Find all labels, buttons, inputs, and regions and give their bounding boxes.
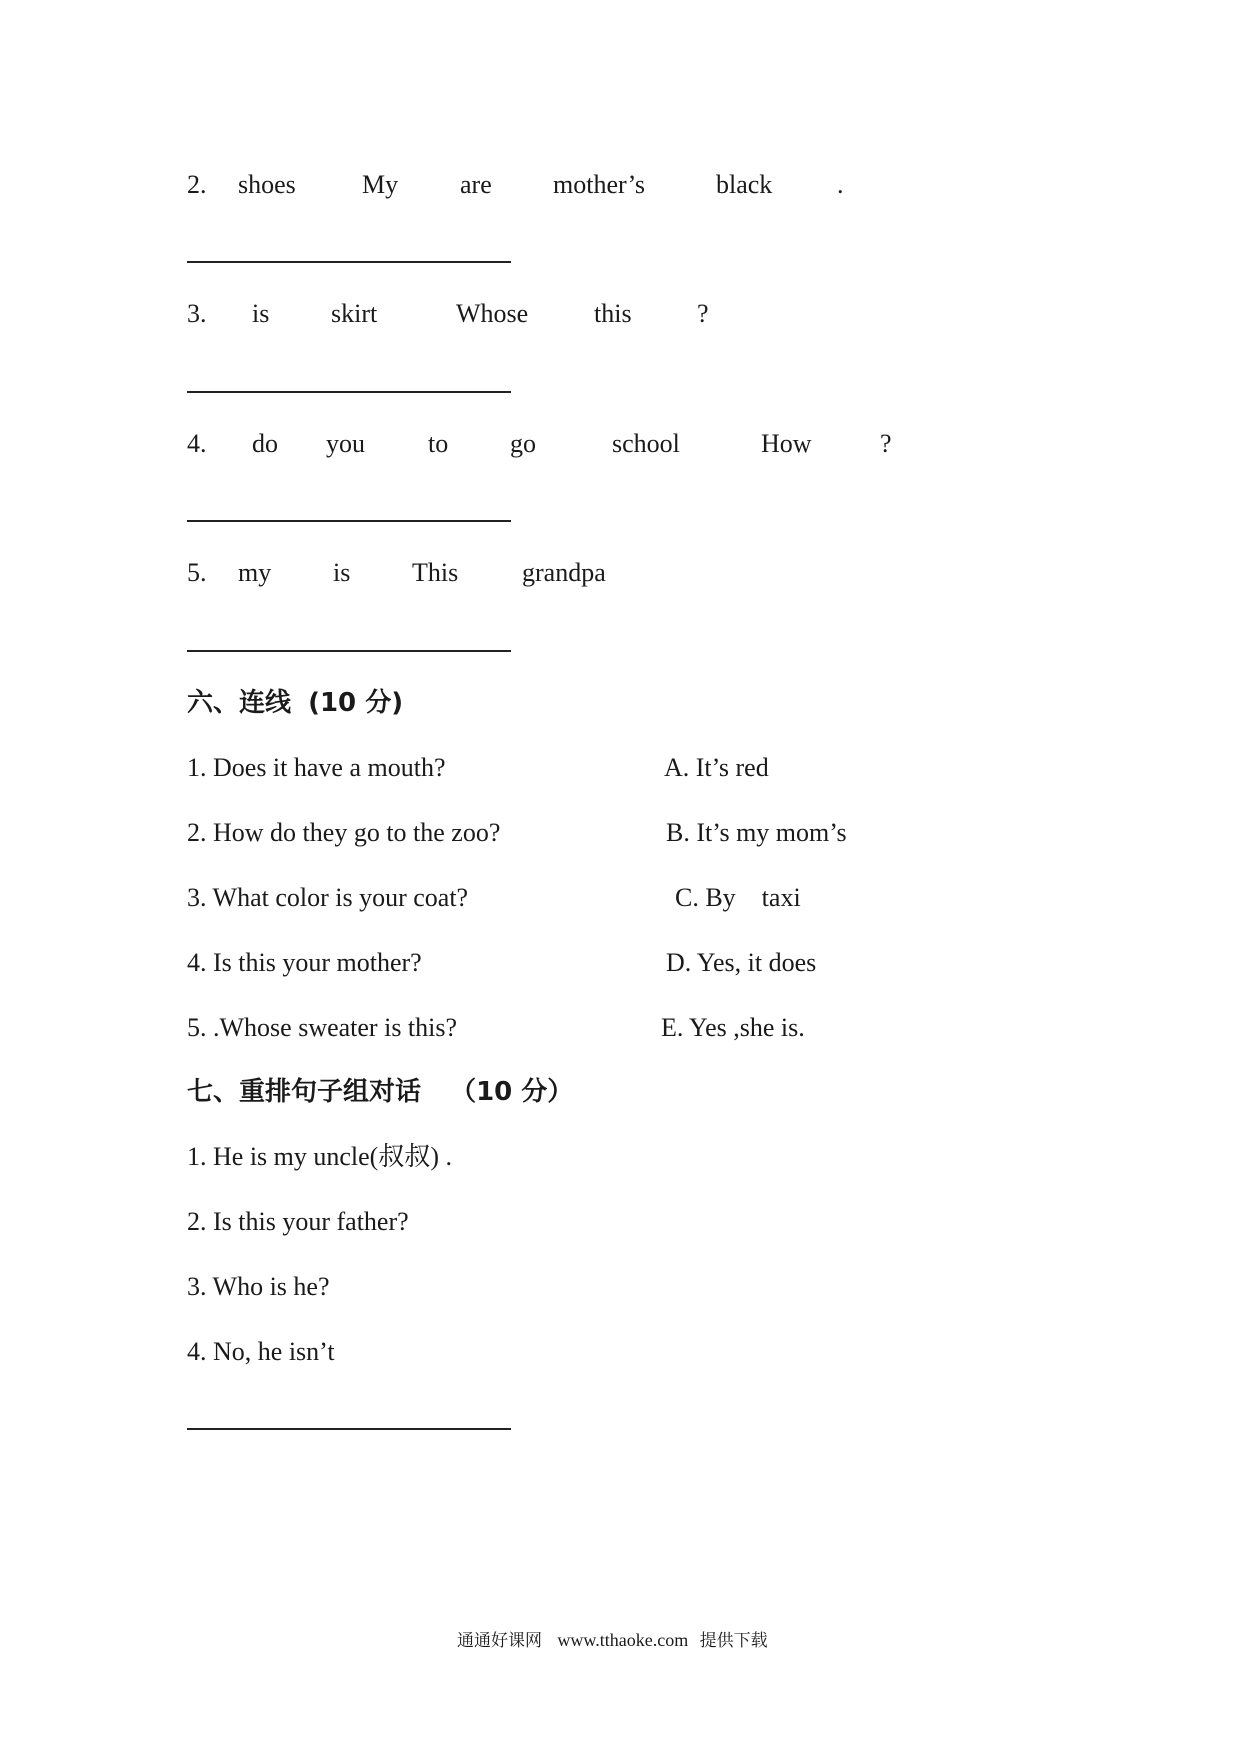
word: is <box>333 558 351 587</box>
footer-site-name: 通通好课网 <box>457 1631 542 1651</box>
word: skirt <box>331 299 378 328</box>
section-title: 七、重排句子组对话 <box>187 1077 422 1107</box>
matching-question: 4. Is this your mother? <box>187 948 422 977</box>
word: How <box>761 429 812 458</box>
word: do <box>252 429 278 458</box>
matching-answer: B. It’s my mom’s <box>666 818 847 847</box>
word: my <box>238 558 272 587</box>
answer-line <box>187 650 511 652</box>
word: school <box>612 429 680 458</box>
word: grandpa <box>522 558 606 587</box>
item-number: 3. <box>187 299 207 328</box>
section-title: 六、连线 <box>187 688 292 718</box>
section-6-heading <box>187 688 403 718</box>
matching-answer: A. It’s red <box>664 753 769 782</box>
word: This <box>412 558 459 587</box>
word: black <box>716 170 773 199</box>
word: ? <box>880 429 892 458</box>
item-number: 5. <box>187 558 207 587</box>
matching-answer: D. Yes, it does <box>666 948 817 977</box>
word: to <box>428 429 449 458</box>
word: are <box>460 170 492 199</box>
word: this <box>594 299 632 328</box>
section-7-heading <box>187 1077 573 1107</box>
word: Whose <box>456 299 529 328</box>
word: shoes <box>238 170 296 199</box>
word: go <box>510 429 536 458</box>
answer-line <box>187 1428 511 1430</box>
answer-line <box>187 520 511 522</box>
item-number: 4. <box>187 429 207 458</box>
footer-suffix: 提供下载 <box>699 1631 768 1651</box>
word: you <box>326 429 365 458</box>
matching-question: 3. What color is your coat? <box>187 883 469 912</box>
dialogue-sentence: 1. He is my uncle(叔叔) . <box>187 1142 453 1171</box>
word: My <box>362 170 399 199</box>
matching-answer: E. Yes ,she is. <box>661 1013 805 1042</box>
section-score: （10 分） <box>450 1077 574 1107</box>
word: is <box>252 299 270 328</box>
word: . <box>837 170 844 199</box>
matching-answer: C. By taxi <box>675 883 801 912</box>
matching-question: 5. .Whose sweater is this? <box>187 1013 458 1042</box>
dialogue-sentence: 4. No, he isn’t <box>187 1337 335 1366</box>
word: ? <box>697 299 709 328</box>
word: mother’s <box>553 170 645 199</box>
matching-question: 1. Does it have a mouth? <box>187 753 446 782</box>
answer-line <box>187 391 511 393</box>
answer-line <box>187 261 511 263</box>
dialogue-sentence: 3. Who is he? <box>187 1272 330 1301</box>
matching-question: 2. How do they go to the zoo? <box>187 818 501 847</box>
item-number: 2. <box>187 170 207 199</box>
page-footer <box>457 1630 768 1651</box>
footer-url: www.tthaoke.com <box>557 1630 689 1650</box>
dialogue-sentence: 2. Is this your father? <box>187 1207 409 1236</box>
section-score: (10 分) <box>308 688 404 718</box>
